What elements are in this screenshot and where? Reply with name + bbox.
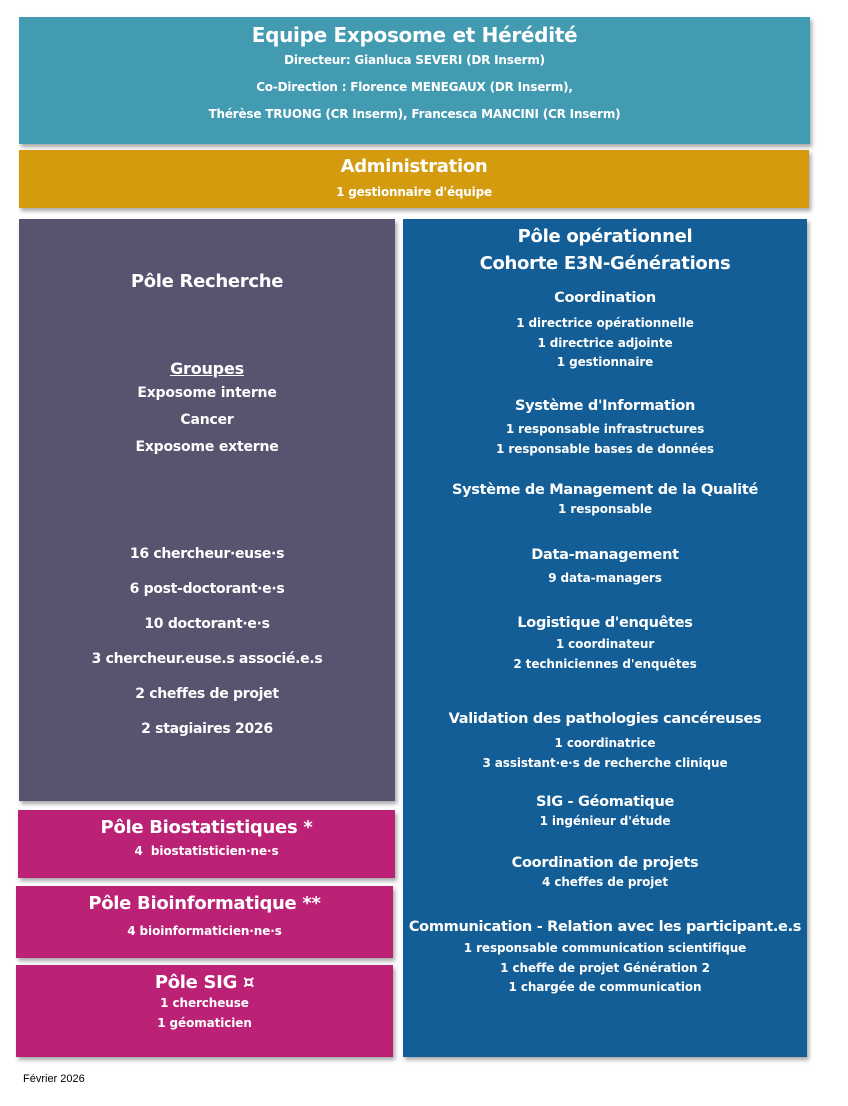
- team-title: Equipe Exposome et Hérédité: [251, 23, 578, 47]
- groups-list: [19, 358, 395, 461]
- section-item: 1 responsable: [558, 502, 652, 516]
- section-item: 1 chargée de communication: [508, 980, 702, 994]
- section-item: 4 cheffes de projet: [542, 875, 668, 889]
- section-heading: Validation des pathologies cancéreuses: [448, 711, 762, 727]
- groups-header: Groupes: [170, 359, 244, 378]
- section-heading: Data-management: [531, 547, 679, 563]
- biostat-staff: 4 biostatisticien·ne·s: [134, 844, 279, 858]
- administration-box: [19, 150, 809, 208]
- section-systeme-information: [403, 396, 807, 459]
- pole-sig-box: [16, 965, 393, 1057]
- section-item: 1 cheffe de projet Génération 2: [500, 960, 710, 975]
- staff-item: 2 cheffes de projet: [135, 686, 279, 702]
- co-direction-line-2: Thérèse TRUONG (CR Inserm), Francesca MANCINI (CR Inserm): [208, 107, 621, 121]
- director-line: Directeur: Gianluca SEVERI (DR Inserm): [284, 53, 545, 67]
- section-heading: Coordination de projets: [511, 855, 699, 871]
- section-logistique: [403, 613, 807, 674]
- pole-operationnel-box: [403, 219, 807, 1057]
- research-staff-list: [19, 537, 395, 747]
- staff-item: 10 doctorant·e·s: [144, 616, 270, 632]
- pole-recherche-title: Pôle Recherche: [130, 271, 284, 292]
- section-heading: Communication - Relation avec les participant.e.s: [408, 919, 802, 935]
- pole-bioinformatique-title: Pôle Bioinformatique **: [88, 893, 321, 914]
- staff-item: 16 chercheur·euse·s: [129, 546, 285, 562]
- section-heading: Logistique d'enquêtes: [517, 615, 693, 631]
- section-coordination: [403, 288, 807, 373]
- pole-operationnel-title: Pôle opérationnel: [517, 226, 693, 247]
- staff-item: 3 chercheur.euse.s associé.e.s: [91, 651, 323, 667]
- section-heading: Système d'Information: [514, 398, 696, 414]
- section-item: 1 coordinatrice: [554, 736, 656, 750]
- section-heading: SIG - Géomatique: [535, 794, 675, 810]
- cohorte-title: Cohorte E3N-Générations: [479, 253, 731, 274]
- section-coordination-projets: [403, 853, 807, 893]
- section-item: 2 techniciennes d'enquêtes: [513, 656, 697, 671]
- co-direction-line: Co-Direction : Florence MENEGAUX (DR Inserm),: [256, 80, 573, 94]
- sig-staff: 1 géomaticien: [157, 1016, 252, 1030]
- administration-staff: 1 gestionnaire d'équipe: [336, 185, 492, 199]
- group-item: Exposome externe: [135, 439, 279, 455]
- section-heading: Système de Management de la Qualité: [451, 482, 759, 498]
- group-item: Exposome interne: [137, 385, 277, 401]
- section-item: 1 ingénieur d'étude: [539, 814, 671, 828]
- pole-sig-title: Pôle SIG ¤: [154, 972, 255, 993]
- section-item: 1 coordinateur: [555, 637, 655, 651]
- section-communication: [403, 917, 807, 998]
- team-header-box: [19, 17, 810, 144]
- pole-recherche-box: [19, 219, 395, 801]
- pole-bioinformatique-box: [16, 886, 393, 958]
- sig-staff: 1 chercheuse: [160, 996, 249, 1010]
- section-item: 1 directrice opérationnelle: [516, 316, 694, 330]
- bioinfo-staff: 4 bioinformaticien·ne·s: [127, 924, 282, 938]
- section-item: 9 data-managers: [548, 571, 662, 585]
- pole-biostatistiques-title: Pôle Biostatistiques *: [100, 817, 313, 838]
- section-item: 1 directrice adjointe: [537, 335, 673, 350]
- staff-item: 2 stagiaires 2026: [141, 721, 273, 737]
- section-heading: Coordination: [554, 290, 656, 306]
- footer-date: Février 2026: [23, 1073, 85, 1085]
- section-item: 1 responsable communication scientifique: [463, 941, 747, 955]
- section-item: 1 gestionnaire: [556, 355, 654, 369]
- group-item: Cancer: [180, 412, 234, 428]
- administration-title: Administration: [340, 156, 488, 177]
- section-item: 1 responsable bases de données: [496, 441, 714, 456]
- pole-biostatistiques-box: [18, 810, 395, 878]
- section-qualite: [403, 480, 807, 520]
- section-validation: [403, 709, 807, 773]
- section-item: 1 responsable infrastructures: [505, 422, 705, 436]
- staff-item: 6 post-doctorant·e·s: [129, 581, 285, 597]
- section-sig-geomatique: [403, 792, 807, 832]
- section-item: 3 assistant·e·s de recherche clinique: [482, 755, 728, 770]
- section-data-management: [403, 545, 807, 589]
